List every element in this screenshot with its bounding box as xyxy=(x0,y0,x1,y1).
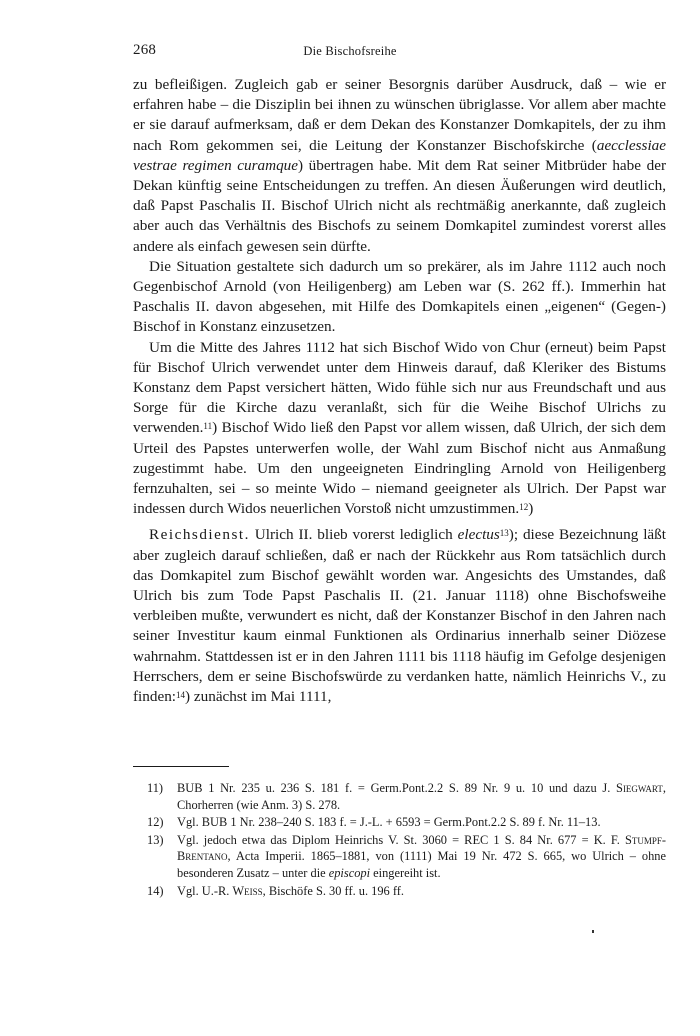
page-number: 268 xyxy=(133,42,157,58)
footnote-11: 11) BUB 1 Nr. 235 u. 236 S. 181 f. = Germ.Pont.2.2 S. 89 Nr. 9 u. 10 und dazu J. Siegwart, Chorherren (wie Anm. 3) S. 278. xyxy=(147,781,666,812)
footnote-separator xyxy=(133,766,229,767)
section-heading: Reichsdienst. xyxy=(149,526,250,544)
paragraph-2: Die Situation gestaltete sich dadurch um so prekärer, als im Jahre 1112 auch noch Gegenbischof Arnold (von Heiligenberg) am Leben war (S. 262 ff.). Immerhin hat Paschalis II. davon abgesehen, mit Hilfe des Domkapitels einen „eigenen“ (Gegen-) Bischof in Konstanz einzusetzen. xyxy=(133,257,666,336)
footnote-ref-14: 14 xyxy=(176,689,186,700)
latin-term: electus xyxy=(457,526,500,544)
footnote-ref-12: 12 xyxy=(519,501,529,512)
footnotes xyxy=(133,780,666,900)
footnote-14: 14) Vgl. U.-R. Weiss, Bischöfe S. 30 ff. u. 196 ff. xyxy=(147,883,404,898)
latin-quote: aecclessiae vestrae regimen curamque xyxy=(133,136,666,174)
running-head: Die Bischofsreihe xyxy=(303,44,397,58)
footnote-ref-11: 11 xyxy=(203,420,213,431)
footnote-12: 12) Vgl. BUB 1 Nr. 238–240 S. 183 f. = J.-L. + 6593 = Germ.Pont.2.2 S. 89 f. Nr. 11–13. xyxy=(147,815,601,830)
footnote-13: 13) Vgl. jedoch etwa das Diplom Heinrichs V. St. 3060 = REC 1 S. 84 Nr. 677 = K. F. Stumpf-Brentano, Acta Imperii. 1865–1881, von (1111) Mai 19 Nr. 472 S. 665, wo Ulrich – ohne besonderen Zusatz – unter die episcopi eingereiht ist. xyxy=(147,832,666,880)
footnote-marker: 11) xyxy=(147,781,164,795)
footnote-marker: 12) xyxy=(147,815,164,830)
footnote-marker: 13) xyxy=(147,832,164,847)
footnote-ref-13: 13 xyxy=(499,527,509,538)
footnote-marker: 14) xyxy=(147,883,164,898)
main-text xyxy=(133,75,666,707)
paragraph-3: Um die Mitte des Jahres 1112 hat sich Bischof Wido von Chur (erneut) beim Papst für Bischof Ulrich verwendet unter dem Hinweis darauf, daß Kleriker des Bistums Konstanz dem Papst versichert hätten, Wido fühle sich nur aus Freundschaft und aus Sorge für die Kirche dazu veranlaßt, sich für die Weihe Bischof Ulrichs zu verwenden.$^{11}$) Bischof Wido ließ den Papst vor allem wissen, daß Ulrich, der sich dem Urteil des Papstes unterwerfen wolle, der Wahl zum Bischof nicht aus Anmaßung zugestimmt habe. Um den ungeeigneten Eindringling Arnold von Heiligenberg fernzuhalten, sei – so meinte Wido – niemand geeigneter als Ulrich. Der Papst war indessen durch Widos neuerlichen Vorstoß nicht umzustimmen.$^{12}$) xyxy=(133,338,666,518)
paragraph-1: zu befleißigen. Zugleich gab er seiner Besorgnis darüber Ausdruck, daß – wie er erfahren habe – die Disziplin bei ihnen zu wünschen übriglasse. Vor allem aber machte er sie darauf aufmerksam, daß er dem Dekan des Konstanzer Domkapitels, der zu ihm nach Rom gekommen sei, die Leitung der Konstanzer Bischofskirche (aecclessiae vestrae regimen curamque) übertragen habe. Mit dem Rat seiner Mitbrüder habe der Dekan künftig seine Entscheidungen zu treffen. An diesen Äußerungen wird deutlich, daß Papst Paschalis II. Bischof Ulrich nicht als rechtmäßig anerkannte, daß zugleich aber auch das Verhältnis des Bischofs zu seinem Domkapitel zumindest vorerst alles andere als einfach gewesen sein dürfte. xyxy=(133,76,667,255)
paragraph-4: Reichsdienst. Ulrich II. blieb vorerst lediglich electus$^{13}$); diese Bezeichnung läßt aber zugleich darauf schließen, daß er nach der Rückkehr aus Rom tatsächlich durch das Domkapitel zum Bischof gewählt worden war. Angesichts des Umstandes, daß Ulrich bis zum Tode Papst Paschalis II. (21. Januar 1118) ohne Bischofsweihe verbleiben mußte, verwundert es nicht, daß der Konstanzer Bischof in den Jahren nach seiner Investitur kaum einmal Funktionen als Ordinarius innerhalb seiner Diözese wahrnahm. Stattdessen ist er in den Jahren 1111 bis 1118 häufig im Gefolge desjenigen Herrschers, dem er seine Bischofswürde zu verdanken hatte, nämlich Heinrichs V., zu finden:$^{14}$) zunächst im Mai 1111, xyxy=(133,526,666,706)
scan-speck xyxy=(592,930,594,933)
